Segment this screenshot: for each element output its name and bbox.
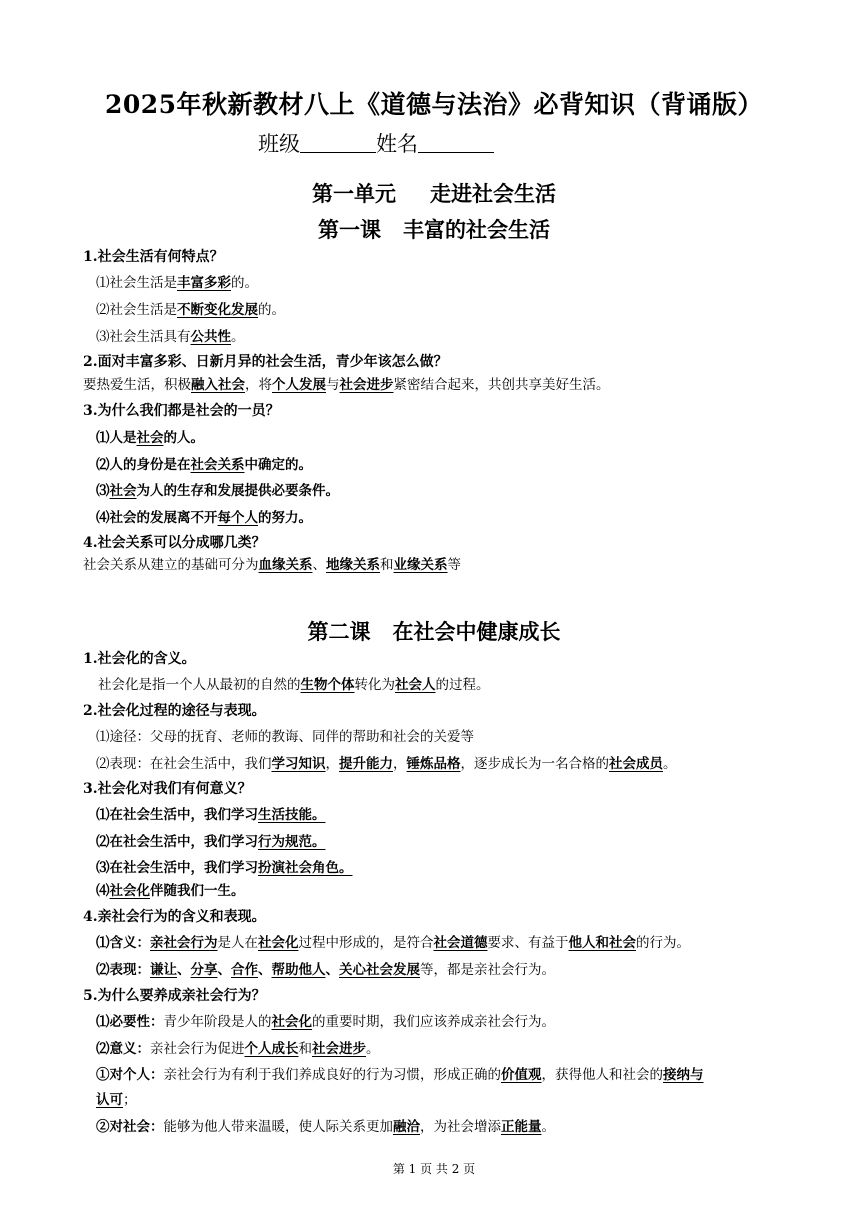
unit-heading <box>0 178 868 208</box>
l1-q2-title: 2.面对丰富多彩、日新月异的社会生活，青少年该怎么做？ <box>83 354 448 370</box>
unit-name: 走进社会生活 <box>430 181 556 206</box>
class-label: 班级 <box>258 132 300 156</box>
lesson2-label: 第二课 <box>307 619 371 644</box>
l1-q1-item1: ⑴社会生活是丰富多彩的。 <box>96 275 258 291</box>
l1-q3-item4: ⑷社会的发展离不开每个人的努力。 <box>96 510 312 526</box>
lesson1-label: 第一课 <box>318 217 381 242</box>
l1-q4-answer: 社会关系从建立的基础可分为血缘关系、地缘关系和业缘关系等 <box>83 557 461 573</box>
lesson1-name: 丰富的社会生活 <box>403 217 550 242</box>
lesson1-heading <box>0 214 868 244</box>
l2-q2-item2: ⑵表现：在社会生活中，我们学习知识，提升能力，锤炼品格，逐步成长为一名合格的社会成员。 <box>96 756 677 772</box>
class-name-row <box>258 128 494 158</box>
l1-q3-item2: ⑵人的身份是在社会关系中确定的。 <box>96 457 312 473</box>
l2-q2-item1: ⑴途径：父母的抚育、老师的教诲、同伴的帮助和社会的关爱等 <box>96 729 474 745</box>
l1-q1-item2: ⑵社会生活是不断变化发展的。 <box>96 302 285 318</box>
l2-q3-title: 3.社会化对我们有何意义？ <box>83 781 252 797</box>
l1-q1-item3: ⑶社会生活具有公共性。 <box>96 329 245 345</box>
page-footer: 第 1 页 共 2 页 <box>392 1162 476 1176</box>
document-title: 2025年秋新教材八上《道德与法治》必背知识（背诵版） <box>104 90 764 119</box>
name-blank[interactable] <box>418 132 494 153</box>
l2-q4-item2: ⑵表现：谦让、分享、合作、帮助他人、关心社会发展等，都是亲社会行为。 <box>96 962 555 978</box>
l2-q3-item4: ⑷社会化伴随我们一生。 <box>96 883 245 899</box>
l1-q2-answer: 要热爱生活，积极融入社会，将个人发展与社会进步紧密结合起来，共创共享美好生活。 <box>83 377 610 393</box>
l2-q5-item2: ⑵意义：亲社会行为促进个人成长和社会进步。 <box>96 1041 380 1057</box>
lesson2-name: 在社会中健康成长 <box>392 619 561 644</box>
l1-q1-title: 1.社会生活有何特点？ <box>83 249 224 265</box>
l2-q5-item3: ①对个人：亲社会行为有利于我们养成良好的行为习惯，形成正确的价值观，获得他人和社会的接纳与 <box>96 1067 704 1083</box>
l2-q2-title: 2.社会化过程的途径与表现。 <box>83 703 266 719</box>
l2-q1-title: 1.社会化的含义。 <box>83 651 196 667</box>
l2-q3-item3: ⑶在社会生活中，我们学习扮演社会角色。 <box>96 860 353 876</box>
l1-q3-title: 3.为什么我们都是社会的一员？ <box>83 403 280 419</box>
lesson2-heading <box>0 616 868 646</box>
l2-q4-item1: ⑴含义：亲社会行为是人在社会化过程中形成的，是符合社会道德要求、有益于他人和社会的行为。 <box>96 935 690 951</box>
class-blank[interactable] <box>300 132 376 153</box>
l2-q4-title: 4.亲社会行为的含义和表现。 <box>83 909 266 925</box>
l1-q4-title: 4.社会关系可以分成哪几类？ <box>83 535 266 551</box>
l2-q3-item2: ⑵在社会生活中，我们学习行为规范。 <box>96 834 326 850</box>
l2-q1-answer: 社会化是指一个人从最初的自然的生物个体转化为社会人的过程。 <box>98 677 490 693</box>
l2-q5-item4: ②对社会：能够为他人带来温暖，使人际关系更加融洽，为社会增添正能量。 <box>96 1119 555 1135</box>
l1-q3-item1: ⑴人是社会的人。 <box>96 430 204 446</box>
l2-q5-item1: ⑴必要性：青少年阶段是人的社会化的重要时期，我们应该养成亲社会行为。 <box>96 1014 555 1030</box>
l2-q5-title: 5.为什么要养成亲社会行为？ <box>83 988 266 1004</box>
l2-q3-item1: ⑴在社会生活中，我们学习生活技能。 <box>96 807 326 823</box>
l2-q5-item3-cont: 认可； <box>96 1092 137 1108</box>
name-label: 姓名 <box>376 132 418 156</box>
unit-label: 第一单元 <box>312 181 396 206</box>
l1-q3-item3: ⑶社会为人的生存和发展提供必要条件。 <box>96 483 339 499</box>
